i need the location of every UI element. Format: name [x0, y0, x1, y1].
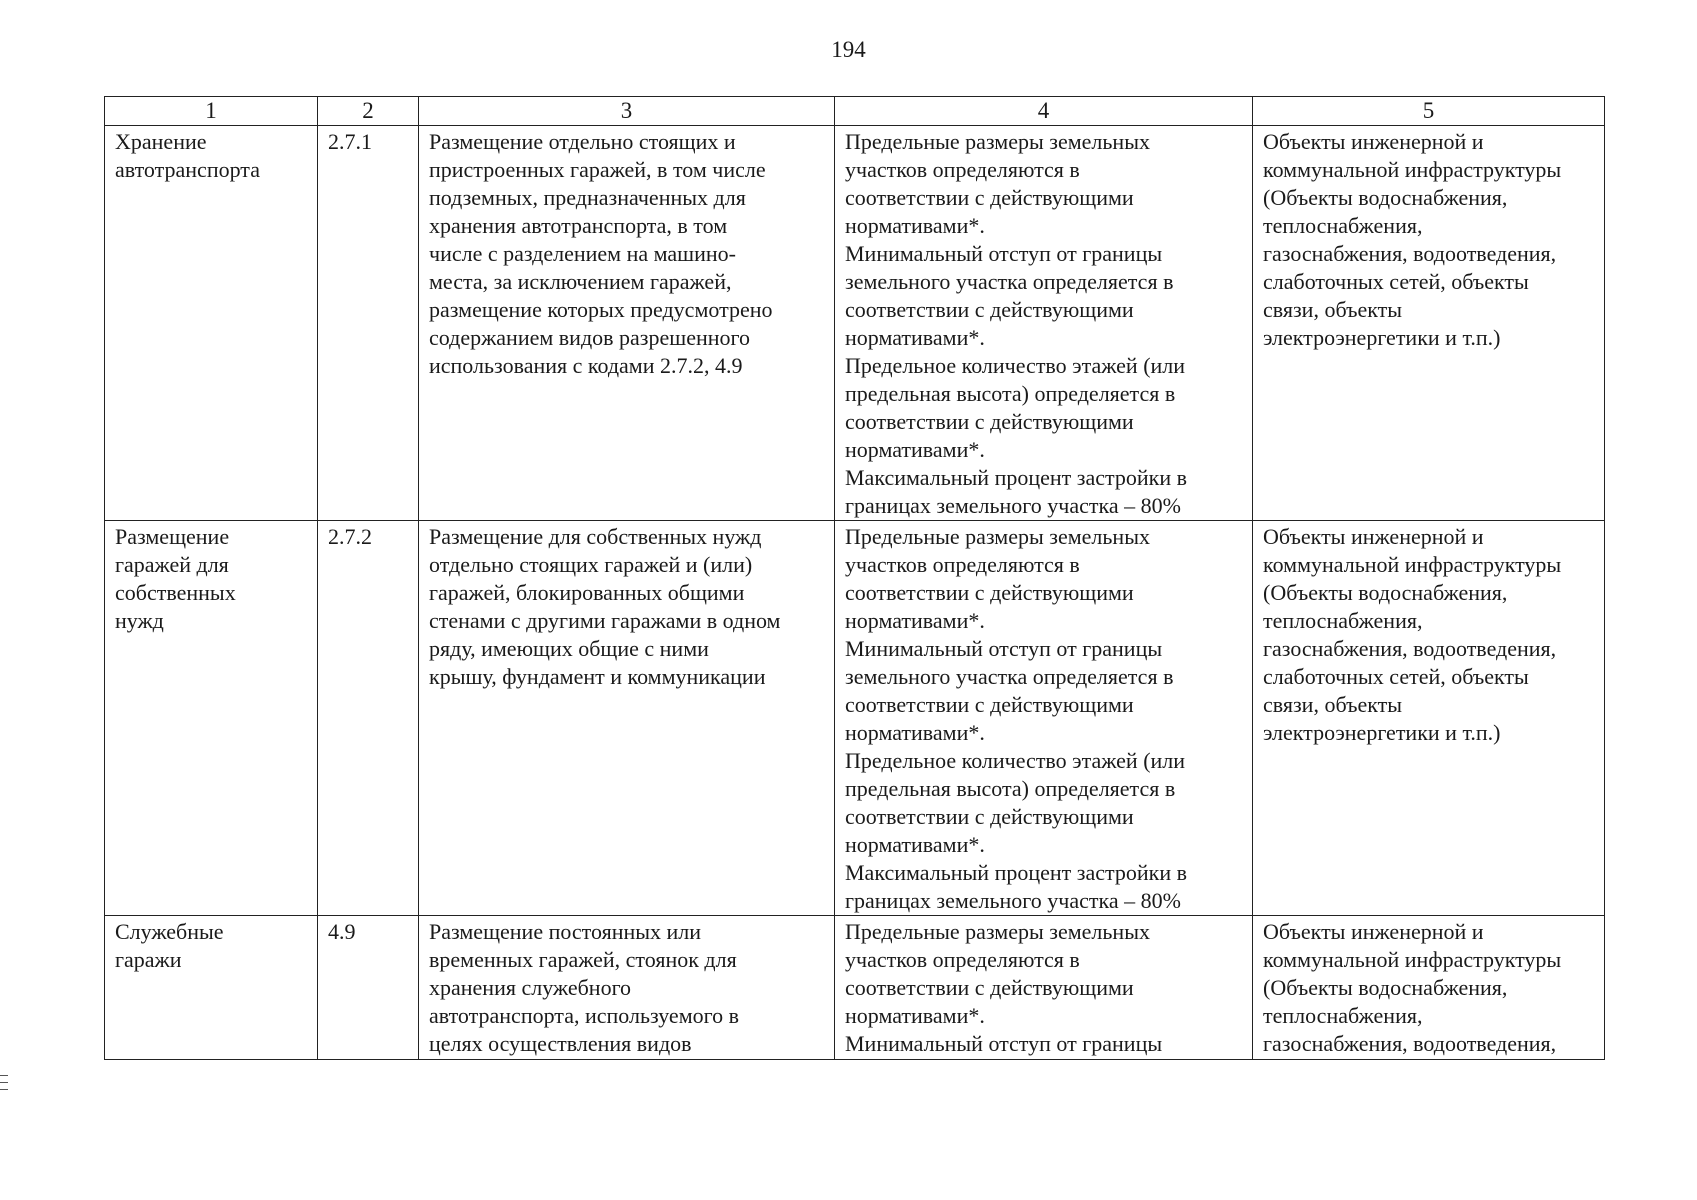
use-description: Размещение отдельно стоящих и пристроенных гаражей, в том числе подземных, предназначенных для хранения автотранспорта, в том числе с разделением на машино- места, за исключением гаражей, размещение которых предусмотрено содержанием видов разрешенного использования с кодами 2.7.2, 4.9: [429, 129, 773, 378]
table-row: [105, 521, 1605, 916]
use-parameters: Предельные размеры земельных участков определяются в соответствии с действующими нормативами*. Минимальный отступ от границы земельного участка определяется в соответствии с действующими нормативами*. Предельное количество этажей (или предельная высота) определяется в соответствии с действующими нормативами*. Максимальный процент застройки в границах земельного участка – 80%: [845, 524, 1187, 913]
table-row: [105, 126, 1605, 521]
use-description-cell: [419, 521, 835, 916]
use-description-cell: [419, 126, 835, 521]
use-parameters-cell: [835, 126, 1253, 521]
auxiliary-uses: Объекты инженерной и коммунальной инфраструктуры (Объекты водоснабжения, теплоснабжения, газоснабжения, водоотведения, слаботочных сетей, объекты связи, объекты электроэнергетики и т.п.): [1263, 524, 1562, 745]
column-header-4: 4: [835, 97, 1253, 126]
use-name: Хранение автотранспорта: [115, 129, 260, 182]
auxiliary-uses-cell: [1253, 521, 1605, 916]
use-description: Размещение постоянных или временных гаражей, стоянок для хранения служебного автотранспорта, используемого в целях осуществления видов: [429, 919, 739, 1056]
auxiliary-uses: Объекты инженерной и коммунальной инфраструктуры (Объекты водоснабжения, теплоснабжения, газоснабжения, водоотведения,: [1263, 919, 1562, 1056]
land-use-table: [104, 96, 1605, 1060]
use-parameters: Предельные размеры земельных участков определяются в соответствии с действующими нормативами*. Минимальный отступ от границы земельного участка определяется в соответствии с действующими нормативами*. Предельное количество этажей (или предельная высота) определяется в соответствии с действующими нормативами*. Максимальный процент застройки в границах земельного участка – 80%: [845, 129, 1187, 518]
auxiliary-uses-cell: [1253, 126, 1605, 521]
scan-margin-marks: [0, 1075, 8, 1096]
use-code-cell: [318, 126, 419, 521]
use-code: 2.7.2: [328, 524, 372, 549]
column-header-3: 3: [419, 97, 835, 126]
auxiliary-uses-cell: [1253, 916, 1605, 1060]
auxiliary-uses: Объекты инженерной и коммунальной инфраструктуры (Объекты водоснабжения, теплоснабжения, газоснабжения, водоотведения, слаботочных сетей, объекты связи, объекты электроэнергетики и т.п.): [1263, 129, 1562, 350]
use-parameters-cell: [835, 521, 1253, 916]
table-row: [105, 916, 1605, 1060]
use-name: Размещение гаражей для собственных нужд: [115, 524, 236, 633]
use-name-cell: [105, 126, 318, 521]
use-code-cell: [318, 916, 419, 1060]
use-name: Служебные гаражи: [115, 919, 224, 972]
column-header-5: 5: [1253, 97, 1605, 126]
use-description: Размещение для собственных нужд отдельно стоящих гаражей и (или) гаражей, блокированных общими стенами с другими гаражами в одном ряду, имеющих общие с ними крышу, фундамент и коммуникации: [429, 524, 781, 689]
use-description-cell: [419, 916, 835, 1060]
column-header-1: 1: [105, 97, 318, 126]
column-header-2: 2: [318, 97, 419, 126]
use-name-cell: [105, 521, 318, 916]
use-code: 2.7.1: [328, 129, 372, 154]
use-code-cell: [318, 521, 419, 916]
use-code: 4.9: [328, 919, 356, 944]
use-parameters-cell: [835, 916, 1253, 1060]
use-name-cell: [105, 916, 318, 1060]
table-header-row: [105, 97, 1605, 126]
use-parameters: Предельные размеры земельных участков определяются в соответствии с действующими нормативами*. Минимальный отступ от границы: [845, 919, 1163, 1056]
page-number: 194: [831, 37, 866, 62]
